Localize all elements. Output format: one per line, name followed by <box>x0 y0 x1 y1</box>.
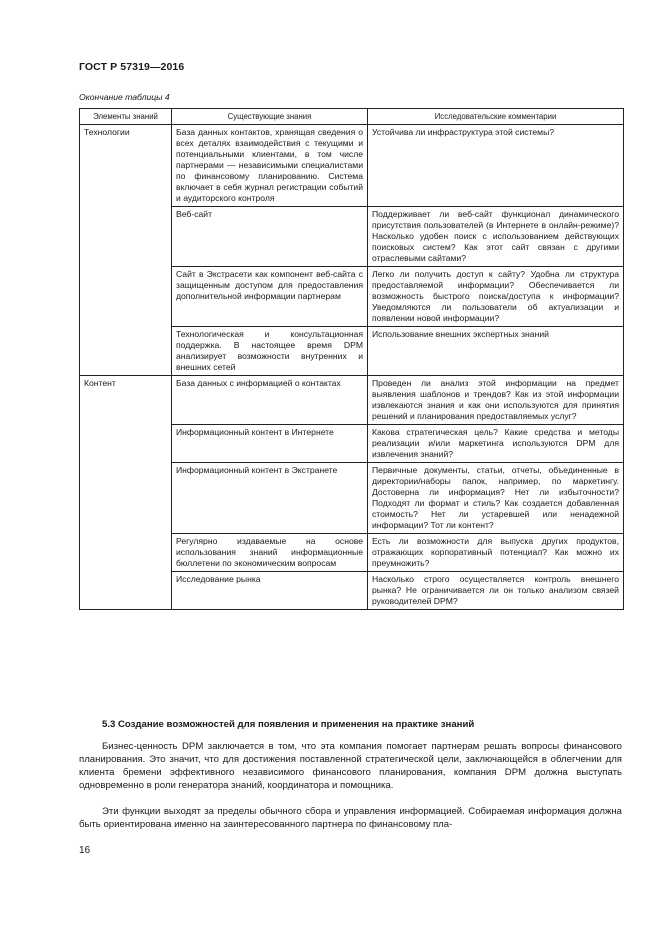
body-paragraph: Эти функции выходят за пределы обычного сбора и управления информацией. Собираемая информация должна быть ориентирована именно на заинтересованного партнера по финансовому пла- <box>79 806 622 830</box>
table-header-row <box>80 109 624 125</box>
body-paragraph: Бизнес-ценность DPM заключается в том, что эта компания помогает партнерам решать вопросы финансового планирования. Это значит, что для достижения поставленной стратегической цели, заключающейся в облегчении для клиента бремени эффективного независимого финансового планирования, компания DPM должна выступать одновременно в роли генератора знаний, координатора и помощника. <box>79 741 622 791</box>
knowledge-cell: Информационный контент в Интернете <box>172 425 368 463</box>
knowledge-cell: Сайт в Экстрасети как компонент веб-сайта с защищенным доступом для предоставления дополнительной информации партнерам <box>172 267 368 327</box>
table-caption: Окончание таблицы 4 <box>79 92 170 102</box>
element-cell: Технологии <box>80 125 172 376</box>
knowledge-cell: Технологическая и консультационная поддержка. В настоящее время DPM анализирует возможности внутренних и внешних сетей <box>172 327 368 376</box>
comment-cell: Использование внешних экспертных знаний <box>368 327 624 376</box>
knowledge-table <box>79 108 624 610</box>
table-row <box>80 376 624 425</box>
column-header: Элементы знаний <box>80 109 172 125</box>
knowledge-cell: База данных с информацией о контактах <box>172 376 368 425</box>
comment-cell: Насколько строго осуществляется контроль внешнего рынка? Не ограничивается ли он только анализом связей руководителей DPM? <box>368 572 624 610</box>
knowledge-cell: Регулярно издаваемые на основе использования знаний информационные бюллетени по экономическим вопросам <box>172 534 368 572</box>
knowledge-cell: Исследование рынка <box>172 572 368 610</box>
column-header: Исследовательские комментарии <box>368 109 624 125</box>
document-header: ГОСТ Р 57319—2016 <box>79 61 185 73</box>
knowledge-cell: Информационный контент в Экстранете <box>172 463 368 534</box>
section-title: 5.3 Создание возможностей для появления и применения на практике знаний <box>102 719 475 730</box>
comment-cell: Какова стратегическая цель? Какие средства и методы реализации и/или маркетинга используются DPM для извлечения знаний? <box>368 425 624 463</box>
comment-cell: Есть ли возможности для выпуска других продуктов, отражающих корпоративный потенциал? Как можно их преумножить? <box>368 534 624 572</box>
comment-cell: Устойчива ли инфраструктура этой системы? <box>368 125 624 207</box>
comment-cell: Проведен ли анализ этой информации на предмет выявления шаблонов и трендов? Как из этой информации извлекаются знания и как они используются для принятия решений и планирования предоставляемых услуг? <box>368 376 624 425</box>
table-row <box>80 125 624 207</box>
column-header: Существующие знания <box>172 109 368 125</box>
element-cell: Контент <box>80 376 172 610</box>
comment-cell: Поддерживает ли веб-сайт функционал динамического присутствия пользователей (в Интернете в онлайн-режиме)? Насколько удобен поиск с использованием действующих поисковых систем? Как этот сайт связан с другими отраслевыми сайтами? <box>368 207 624 267</box>
knowledge-cell: База данных контактов, хранящая сведения о всех деталях взаимодействия с текущими и потенциальными клиентами, в том числе партнерами — независимыми специалистами по финансовому планированию. Система включает в себя журнал регистрации событий и аудиторского контроля <box>172 125 368 207</box>
knowledge-cell: Веб-сайт <box>172 207 368 267</box>
comment-cell: Легко ли получить доступ к сайту? Удобна ли структура предоставляемой информации? Обеспечивается ли возможность быстрого поиска/доступа к информации? Уведомляются ли пользователи об актуализации и появлении новой информации? <box>368 267 624 327</box>
comment-cell: Первичные документы, статьи, отчеты, объединенные в директории/наборы папок, например, по маркетингу. Достоверна ли информация? Нет ли избыточности? Подходят ли формат и стиль? Как создается добавленная стоимость? Нет ли устаревшей или ненадежной информации? Тот ли контент? <box>368 463 624 534</box>
page-number: 16 <box>79 845 91 856</box>
